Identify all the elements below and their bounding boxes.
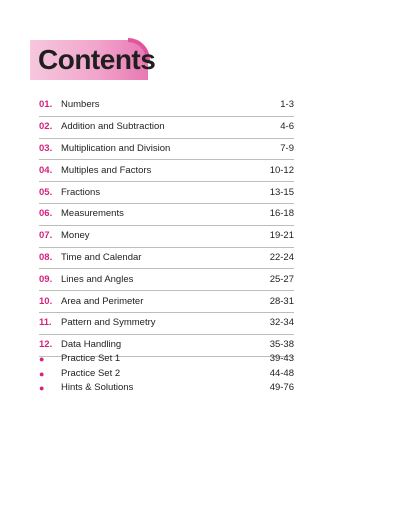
chapter-title: Time and Calendar	[61, 251, 142, 263]
extra-pages: 39-43	[269, 353, 294, 364]
chapter-pages: 16-18	[269, 208, 294, 220]
extra-title: Practice Set 1	[61, 353, 121, 364]
extra-row[interactable]	[39, 367, 294, 382]
chapter-title: Fractions	[61, 186, 101, 198]
bullet-icon: ●	[39, 383, 45, 393]
chapter-title: Measurements	[61, 208, 124, 220]
chapter-pages: 32-34	[269, 317, 294, 329]
bullet-icon: ●	[39, 368, 45, 379]
chapter-row[interactable]	[39, 182, 294, 204]
chapter-row[interactable]	[39, 291, 294, 313]
chapter-number: 06.	[39, 208, 53, 220]
chapter-title: Data Handling	[61, 339, 122, 351]
extra-row[interactable]	[39, 352, 294, 367]
extras-list	[39, 352, 294, 396]
extra-pages: 44-48	[269, 367, 294, 379]
chapter-list	[39, 95, 294, 357]
chapter-row[interactable]	[39, 269, 294, 291]
chapter-number: 11.	[39, 317, 52, 329]
extra-title: Practice Set 2	[61, 367, 121, 379]
chapter-title: Money	[61, 230, 90, 242]
chapter-number: 05.	[39, 186, 53, 198]
chapter-number: 12.	[39, 339, 53, 351]
chapter-title: Pattern and Symmetry	[61, 317, 156, 329]
bullet-icon: ●	[39, 354, 45, 364]
chapter-row[interactable]	[39, 313, 294, 335]
chapter-pages: 22-24	[269, 251, 294, 263]
chapter-row[interactable]	[39, 226, 294, 248]
chapter-number: 07.	[39, 230, 53, 242]
chapter-pages: 13-15	[269, 186, 294, 198]
chapter-number: 09.	[39, 273, 53, 285]
chapter-pages: 4-6	[280, 121, 294, 133]
chapter-row[interactable]	[39, 95, 294, 117]
chapter-number: 04.	[39, 164, 53, 176]
chapter-title: Area and Perimeter	[61, 295, 144, 307]
chapter-row[interactable]	[39, 204, 294, 226]
chapter-title: Lines and Angles	[61, 273, 134, 285]
chapter-number: 08.	[39, 251, 53, 263]
contents-header	[30, 40, 156, 80]
chapter-title: Multiples and Factors	[61, 164, 152, 176]
chapter-row[interactable]	[39, 117, 294, 139]
chapter-number: 01.	[39, 99, 53, 111]
chapter-pages: 28-31	[269, 295, 294, 307]
chapter-row[interactable]	[39, 160, 294, 182]
chapter-pages: 7-9	[280, 142, 294, 154]
chapter-pages: 35-38	[269, 339, 294, 351]
chapter-row[interactable]	[39, 248, 294, 270]
chapter-pages: 10-12	[269, 164, 294, 176]
chapter-row[interactable]	[39, 139, 294, 161]
chapter-number: 10.	[39, 295, 53, 307]
chapter-title: Numbers	[61, 99, 100, 111]
chapter-pages: 1-3	[280, 99, 294, 111]
chapter-number: 02.	[39, 121, 53, 133]
chapter-title: Multiplication and Division	[61, 142, 171, 154]
extra-row[interactable]	[39, 381, 294, 396]
page-title: Contents	[38, 44, 156, 75]
chapter-title: Addition and Subtraction	[61, 121, 165, 133]
chapter-pages: 19-21	[269, 230, 294, 242]
chapter-number: 03.	[39, 142, 53, 154]
extra-title: Hints & Solutions	[61, 382, 134, 393]
extra-pages: 49-76	[269, 382, 294, 393]
chapter-pages: 25-27	[269, 273, 294, 285]
